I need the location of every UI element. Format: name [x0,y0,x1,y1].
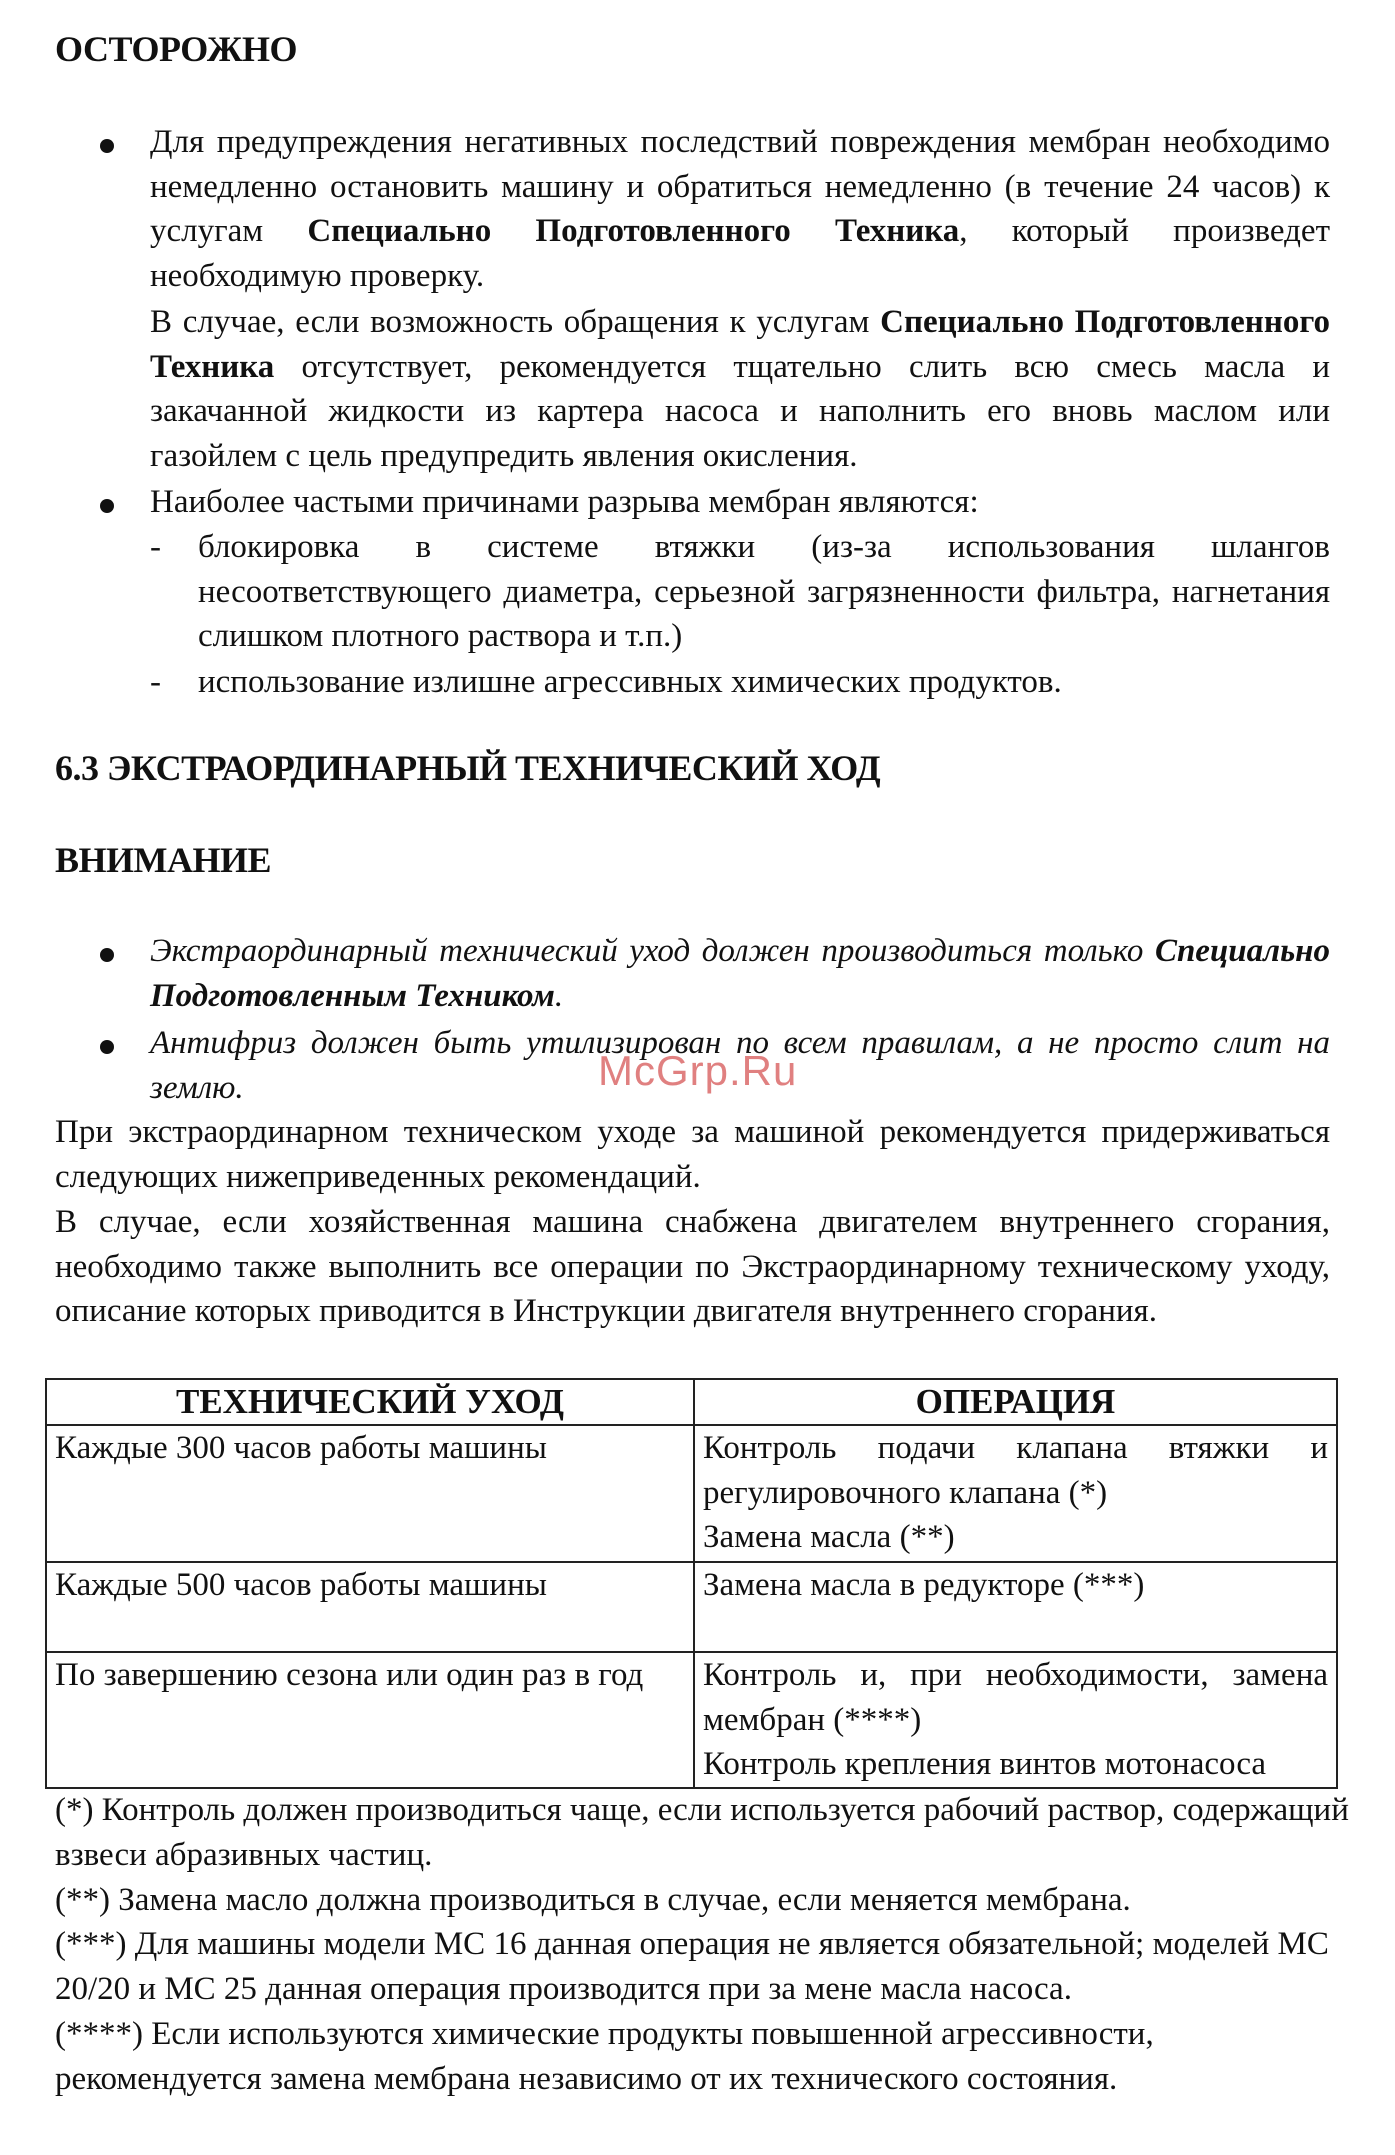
caution-heading: ОСТОРОЖНО [55,29,297,69]
attention-heading: ВНИМАНИЕ [55,840,272,880]
column-header-maintenance: ТЕХНИЧЕСКИЙ УХОД [46,1379,694,1425]
table-row [46,1562,1337,1652]
attention-bullet1: Экстраординарный технический уход должен производиться только Специально Подготовленным Техником. [150,933,1330,1014]
dash-marker: - [150,529,161,565]
caution-bullet2: Наиболее частыми причинами разрыва мембран являются: [150,484,979,520]
bullet-icon [100,139,114,153]
watermark-text: McGrp.Ru [598,1047,798,1094]
footnote-4: (****) Если используются химические продукты повышенной агрессивности, рекомендуется замена мембрана независимо от их технического состояния. [55,2016,1154,2097]
section-heading: 6.3 ЭКСТРАОРДИНАРНЫЙ ТЕХНИЧЕСКИЙ ХОД [55,748,881,788]
bullet-icon [100,1040,114,1054]
table-row [46,1652,1337,1788]
operation-cell: Контроль и, при необходимости, замена мембран (****) Контроль крепления винтов мотонасоса [694,1652,1337,1788]
caution-dash-item-2: использование излишне агрессивных химических продуктов. [198,664,1062,700]
interval-cell: Каждые 500 часов работы машины [46,1562,694,1652]
footnote-3: (***) Для машины модели МС 16 данная операция не является обязательной; моделей МС 20/20 и МС 25 данная операция производится при за мене масла насоса. [55,1926,1329,2007]
body-para-2: В случае, если хозяйственная машина снабжена двигателем внутреннего сгорания, необходимо также выполнить все операции по Экстраординарному техническому уходу, описание которых приводится в Инструкции двигателя внутреннего сгорания. [55,1204,1330,1329]
interval-cell: По завершению сезона или один раз в год [46,1652,694,1788]
column-header-operation: ОПЕРАЦИЯ [694,1379,1337,1425]
bullet-icon [100,499,114,513]
caution-bullet1-para2: В случае, если возможность обращения к услугам Специально Подготовленного Техника отсутствует, рекомендуется тщательно слить всю смесь масла и закачанной жидкости из картера насоса и наполнить его вновь маслом или газойлем с цель предупредить явления окисления. [150,304,1330,474]
body-para-1: При экстраординарном техническом уходе за машиной рекомендуется придерживаться следующих нижеприведенных рекомендаций. [55,1114,1330,1195]
footnote-1: (*) Контроль должен производиться чаще, если используется рабочий раствор, содержащий взвеси абразивных частиц. [55,1792,1349,1873]
attention-bullet2: Антифриз должен быть утилизирован по всем правилам, а не просто слит на землю. [150,1025,1330,1106]
interval-cell: Каждые 300 часов работы машины [46,1425,694,1562]
table-header-row [46,1379,1337,1425]
caution-dash-item-1: блокировка в системе втяжки (из-за использования шлангов несоответствующего диаметра, серьезной загрязненности фильтра, нагнетания слишком плотного раствора и т.п.) [198,529,1330,654]
caution-bullet1-para1: Для предупреждения негативных последствий повреждения мембран необходимо немедленно остановить машину и обратиться немедленно (в течение 24 часов) к услугам Специально Подготовленного Техника, который произведет необходимую проверку. [150,124,1330,294]
dash-marker: - [150,664,161,700]
footnote-2: (**) Замена масло должна производиться в случае, если меняется мембрана. [55,1882,1131,1918]
operation-cell: Замена масла в редукторе (***) [694,1562,1337,1652]
table-row [46,1425,1337,1562]
bullet-icon [100,948,114,962]
maintenance-table [45,1378,1338,1789]
operation-cell: Контроль подачи клапана втяжки и регулировочного клапана (*) Замена масла (**) [694,1425,1337,1562]
